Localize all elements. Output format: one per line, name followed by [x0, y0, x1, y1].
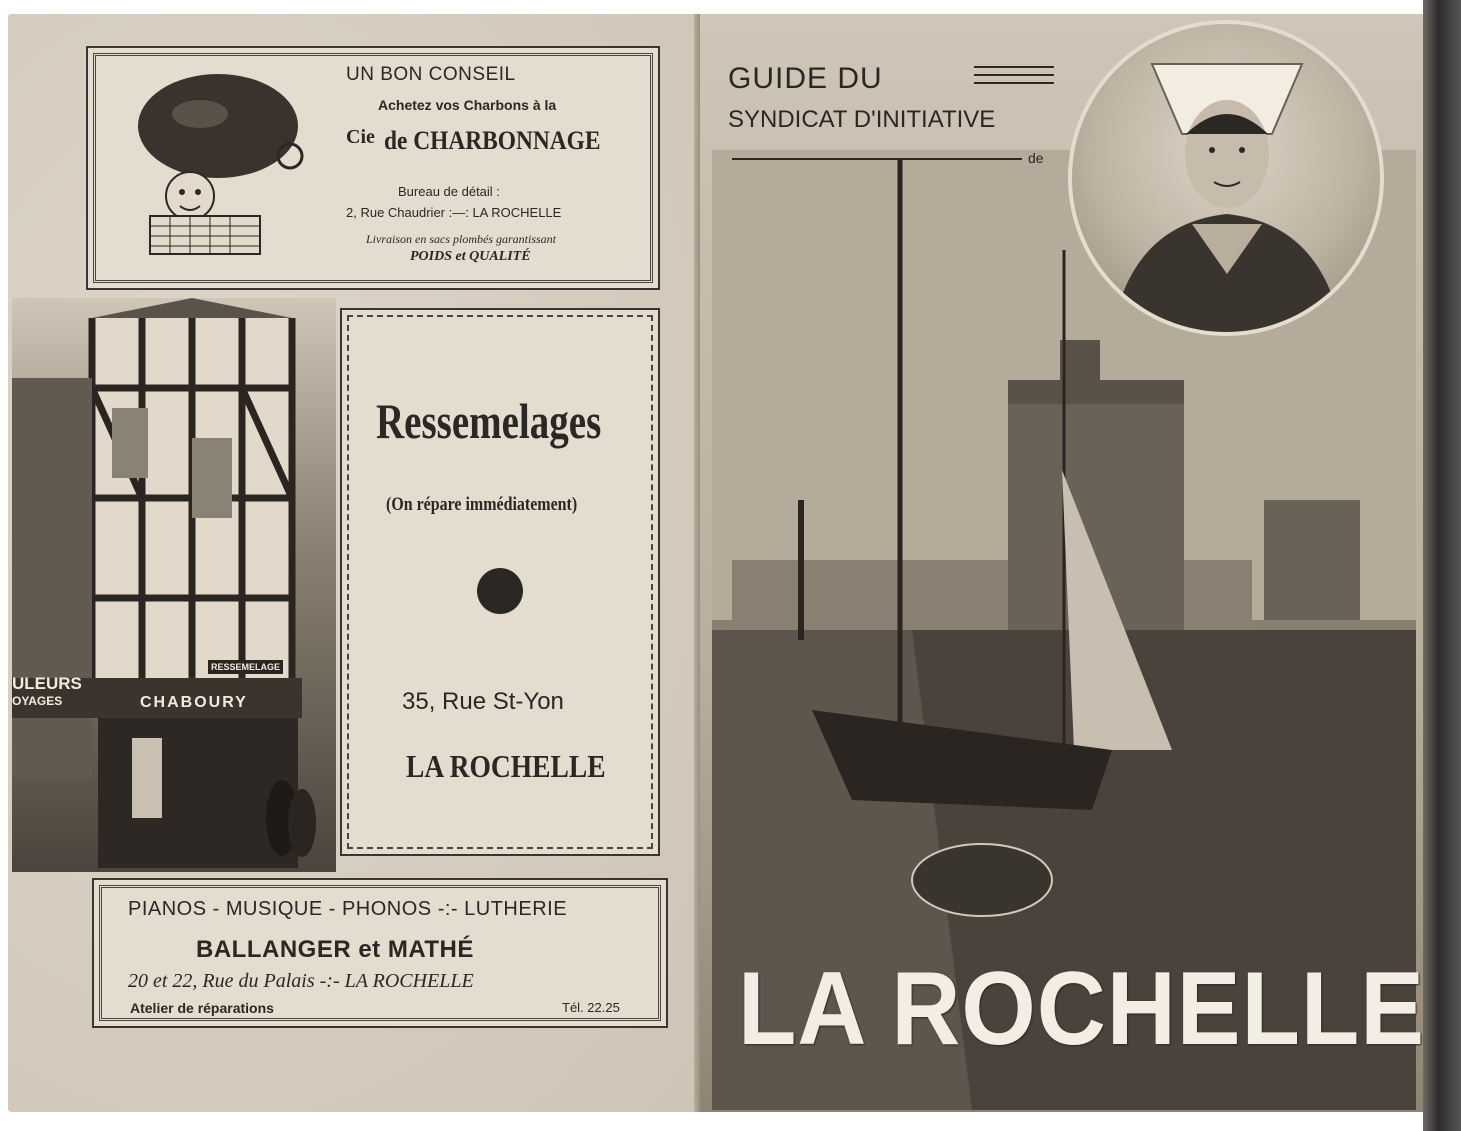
coal-ad-quality: POIDS et QUALITÉ	[410, 249, 531, 264]
woman-portrait-illustration	[1072, 24, 1380, 332]
music-ad-line1: PIANOS - MUSIQUE - PHONOS -:- LUTHERIE	[128, 898, 568, 920]
music-ad-workshop: Atelier de réparations	[130, 1000, 274, 1016]
cobbler-ad-address: 35, Rue St-Yon	[402, 688, 564, 715]
scan-edge-shadow	[1423, 0, 1461, 1131]
cover-header-rule1	[974, 66, 1054, 68]
cover-city-title: LA ROCHELLE	[738, 951, 1425, 1067]
coal-ad-company-name: de CHARBONNAGE	[384, 126, 601, 155]
coal-ad-heading: UN BON CONSEIL	[346, 64, 516, 85]
cover-header-rule2	[974, 74, 1054, 76]
coal-ad-delivery: Livraison en sacs plombés garantissant	[366, 232, 557, 246]
shop-photo	[12, 298, 336, 872]
shop-sign-couleurs: ULEURS	[12, 674, 82, 693]
shop-sign-ressemelage: RESSEMELAGE	[208, 660, 283, 674]
music-ad-phone: Tél. 22.25	[562, 1000, 620, 1015]
shop-sign-chaboury: CHABOURY	[140, 694, 248, 711]
coal-ad-company-prefix: Cie	[346, 126, 375, 148]
cover-header-de: de	[1028, 150, 1044, 166]
music-ad-address: 20 et 22, Rue du Palais -:- LA ROCHELLE	[128, 970, 474, 992]
coal-carrier-illustration	[130, 56, 306, 256]
music-ad-company: BALLANGER et MATHÉ	[196, 936, 474, 963]
cover-header-underline	[732, 158, 1022, 160]
portrait-circle	[1068, 20, 1384, 336]
coal-ad-address: 2, Rue Chaudrier :—: LA ROCHELLE	[346, 205, 562, 220]
coal-ad-line1: Achetez vos Charbons à la	[378, 97, 557, 113]
cobbler-ad-title: Ressemelages	[376, 393, 602, 449]
cobbler-ad-subtitle: (On répare immédiatement)	[386, 494, 578, 515]
shop-small-sign: CHABOURY	[134, 730, 180, 739]
cobbler-ad-city: LA ROCHELLE	[406, 748, 606, 784]
coal-ad-line3: Bureau de détail :	[398, 184, 500, 199]
cover-header-rule3	[974, 82, 1054, 84]
cobbler-ad-dot	[477, 568, 523, 614]
cover-header-line1: GUIDE DU	[728, 62, 883, 95]
shop-sign-voyages: OYAGES	[12, 694, 63, 708]
cover-header-line2: SYNDICAT D'INITIATIVE	[728, 106, 996, 133]
timber-house-illustration	[12, 298, 336, 872]
